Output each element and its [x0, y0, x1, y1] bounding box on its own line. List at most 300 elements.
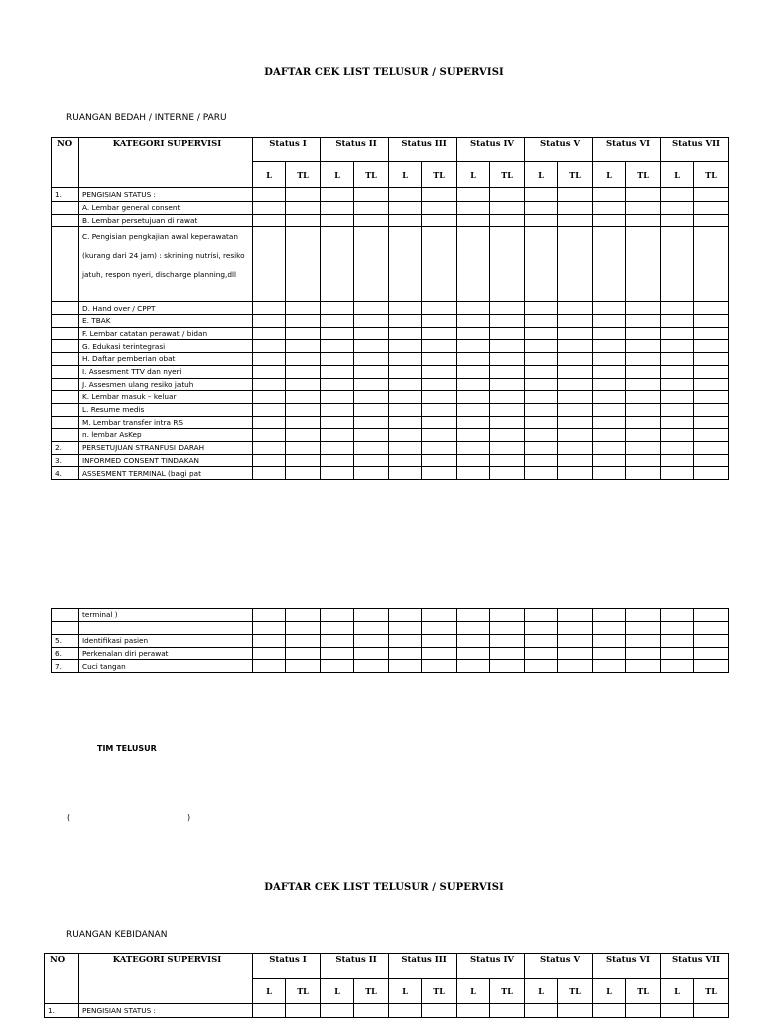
check-cell [253, 202, 286, 215]
row-label: PERSETUJUAN STRANFUSI DARAH [79, 441, 253, 454]
check-cell [626, 202, 661, 215]
check-cell [389, 378, 422, 391]
check-cell [525, 454, 558, 467]
check-cell [558, 315, 593, 328]
check-cell [286, 609, 321, 622]
check-cell [694, 416, 729, 429]
check-cell [694, 365, 729, 378]
check-cell [558, 188, 593, 202]
check-cell [422, 227, 457, 302]
check-cell [694, 353, 729, 366]
check-cell [354, 429, 389, 442]
check-cell [558, 214, 593, 227]
check-cell [490, 403, 525, 416]
check-cell [389, 403, 422, 416]
check-cell [286, 365, 321, 378]
check-cell [354, 315, 389, 328]
check-cell [593, 315, 626, 328]
check-cell [321, 429, 354, 442]
check-cell [354, 454, 389, 467]
check-cell [593, 403, 626, 416]
check-cell [354, 1004, 389, 1018]
check-cell [661, 635, 694, 648]
check-cell [626, 315, 661, 328]
check-cell [389, 660, 422, 673]
row-label: B. Lembar persetujuan di rawat [79, 214, 253, 227]
row-number [52, 391, 79, 404]
check-cell [354, 660, 389, 673]
check-cell [457, 391, 490, 404]
check-cell [422, 429, 457, 442]
check-cell [626, 391, 661, 404]
check-cell [457, 327, 490, 340]
check-cell [389, 340, 422, 353]
check-cell [457, 214, 490, 227]
check-cell [354, 647, 389, 660]
check-cell [661, 365, 694, 378]
check-cell [558, 353, 593, 366]
check-cell [321, 660, 354, 673]
check-cell [253, 429, 286, 442]
check-cell [422, 635, 457, 648]
check-cell [389, 416, 422, 429]
check-cell [253, 227, 286, 302]
check-cell [253, 467, 286, 480]
check-cell [626, 227, 661, 302]
check-cell [593, 340, 626, 353]
row-label: PENGISIAN STATUS : [79, 1004, 253, 1018]
check-cell [558, 378, 593, 391]
check-cell [321, 340, 354, 353]
row-number [52, 327, 79, 340]
check-cell [321, 622, 354, 635]
check-cell [525, 429, 558, 442]
check-cell [694, 403, 729, 416]
check-cell [558, 302, 593, 315]
check-cell [389, 635, 422, 648]
check-cell [354, 378, 389, 391]
check-cell [525, 378, 558, 391]
table-row [52, 202, 729, 215]
check-cell [626, 340, 661, 353]
check-cell [457, 403, 490, 416]
row-label: E. TBAK [79, 315, 253, 328]
check-cell [354, 622, 389, 635]
table-row [52, 467, 729, 480]
l-header: L [389, 979, 422, 1004]
check-cell [389, 454, 422, 467]
check-cell [422, 353, 457, 366]
check-cell [558, 454, 593, 467]
check-cell [661, 454, 694, 467]
check-cell [422, 391, 457, 404]
check-cell [490, 635, 525, 648]
status-header: Status III [389, 138, 457, 162]
check-cell [525, 188, 558, 202]
l-header: L [593, 162, 626, 188]
check-cell [286, 340, 321, 353]
check-cell [558, 441, 593, 454]
tl-header: TL [354, 162, 389, 188]
check-cell [593, 327, 626, 340]
check-cell [321, 214, 354, 227]
check-cell [389, 365, 422, 378]
check-cell [525, 660, 558, 673]
check-cell [593, 353, 626, 366]
signature-open-paren: ( [67, 813, 71, 822]
category-header: KATEGORI SUPERVISI [79, 138, 253, 188]
check-cell [389, 391, 422, 404]
check-cell [694, 454, 729, 467]
row-number [52, 214, 79, 227]
check-cell [525, 467, 558, 480]
check-cell [694, 429, 729, 442]
table-row [52, 214, 729, 227]
row-label: Cuci tangan [79, 660, 253, 673]
row-number [52, 315, 79, 328]
table-row [52, 340, 729, 353]
status-header: Status V [525, 954, 593, 979]
check-cell [626, 353, 661, 366]
check-cell [354, 635, 389, 648]
check-cell [593, 214, 626, 227]
check-cell [661, 214, 694, 227]
check-cell [661, 467, 694, 480]
check-cell [457, 353, 490, 366]
check-cell [593, 467, 626, 480]
check-cell [626, 302, 661, 315]
check-cell [422, 609, 457, 622]
status-header: Status II [321, 954, 389, 979]
row-number [52, 378, 79, 391]
check-cell [457, 467, 490, 480]
check-cell [626, 365, 661, 378]
l-header: L [525, 162, 558, 188]
check-cell [286, 188, 321, 202]
row-number: 1. [45, 1004, 79, 1018]
l-header: L [457, 162, 490, 188]
check-cell [286, 214, 321, 227]
status-header: Status IV [457, 138, 525, 162]
row-label: H. Daftar pemberian obat [79, 353, 253, 366]
check-cell [593, 188, 626, 202]
check-cell [253, 214, 286, 227]
check-cell [593, 202, 626, 215]
check-cell [286, 441, 321, 454]
check-cell [389, 647, 422, 660]
check-cell [286, 416, 321, 429]
no-header: NO [52, 138, 79, 188]
check-cell [286, 429, 321, 442]
team-label: TIM TELUSUR [97, 744, 157, 753]
check-cell [253, 647, 286, 660]
check-cell [558, 227, 593, 302]
check-cell [457, 1004, 490, 1018]
check-cell [626, 1004, 661, 1018]
status-header: Status VII [661, 138, 729, 162]
check-cell [694, 1004, 729, 1018]
check-cell [593, 441, 626, 454]
check-cell [661, 441, 694, 454]
check-cell [253, 660, 286, 673]
row-number [52, 202, 79, 215]
check-cell [422, 214, 457, 227]
checklist-table-2 [44, 953, 729, 1018]
check-cell [253, 441, 286, 454]
l-header: L [253, 162, 286, 188]
check-cell [593, 378, 626, 391]
check-cell [661, 327, 694, 340]
check-cell [321, 227, 354, 302]
tl-header: TL [286, 162, 321, 188]
check-cell [422, 340, 457, 353]
category-header: KATEGORI SUPERVISI [79, 954, 253, 1004]
check-cell [389, 1004, 422, 1018]
check-cell [354, 391, 389, 404]
check-cell [286, 353, 321, 366]
status-header: Status VI [593, 954, 661, 979]
row-label: A. Lembar general consent [79, 202, 253, 215]
check-cell [593, 660, 626, 673]
status-header: Status V [525, 138, 593, 162]
check-cell [253, 340, 286, 353]
status-header: Status VI [593, 138, 661, 162]
check-cell [593, 647, 626, 660]
check-cell [626, 454, 661, 467]
check-cell [626, 635, 661, 648]
check-cell [422, 660, 457, 673]
l-header: L [321, 979, 354, 1004]
check-cell [321, 441, 354, 454]
check-cell [354, 188, 389, 202]
check-cell [422, 454, 457, 467]
table-row [52, 327, 729, 340]
check-cell [389, 609, 422, 622]
check-cell [525, 214, 558, 227]
check-cell [525, 302, 558, 315]
check-cell [490, 315, 525, 328]
check-cell [321, 454, 354, 467]
table-row [52, 660, 729, 673]
check-cell [253, 365, 286, 378]
check-cell [457, 609, 490, 622]
check-cell [490, 416, 525, 429]
check-cell [422, 378, 457, 391]
check-cell [422, 467, 457, 480]
check-cell [490, 227, 525, 302]
check-cell [354, 609, 389, 622]
check-cell [253, 188, 286, 202]
table-row [52, 416, 729, 429]
check-cell [422, 327, 457, 340]
check-cell [490, 214, 525, 227]
check-cell [389, 429, 422, 442]
row-number [52, 227, 79, 302]
check-cell [626, 378, 661, 391]
check-cell [389, 622, 422, 635]
table-row [52, 365, 729, 378]
check-cell [422, 647, 457, 660]
room-label-2: RUANGAN KEBIDANAN [66, 930, 168, 940]
check-cell [525, 391, 558, 404]
check-cell [558, 340, 593, 353]
check-cell [694, 340, 729, 353]
l-header: L [661, 162, 694, 188]
check-cell [558, 635, 593, 648]
table-row [52, 302, 729, 315]
check-cell [457, 429, 490, 442]
table-row [52, 635, 729, 648]
row-number [52, 609, 79, 622]
check-cell [286, 403, 321, 416]
check-cell [321, 353, 354, 366]
check-cell [253, 609, 286, 622]
check-cell [558, 1004, 593, 1018]
check-cell [321, 1004, 354, 1018]
check-cell [354, 403, 389, 416]
check-cell [593, 1004, 626, 1018]
check-cell [525, 609, 558, 622]
check-cell [490, 202, 525, 215]
check-cell [253, 622, 286, 635]
check-cell [661, 202, 694, 215]
table-row [52, 609, 729, 622]
row-number [52, 365, 79, 378]
check-cell [626, 214, 661, 227]
check-cell [593, 391, 626, 404]
check-cell [457, 378, 490, 391]
check-cell [457, 202, 490, 215]
check-cell [626, 188, 661, 202]
check-cell [389, 302, 422, 315]
row-label: PENGISIAN STATUS : [79, 188, 253, 202]
check-cell [626, 416, 661, 429]
check-cell [525, 327, 558, 340]
table-row [52, 622, 729, 635]
check-cell [694, 302, 729, 315]
check-cell [626, 327, 661, 340]
check-cell [457, 635, 490, 648]
check-cell [321, 391, 354, 404]
check-cell [593, 416, 626, 429]
check-cell [422, 202, 457, 215]
check-cell [525, 340, 558, 353]
row-number [52, 340, 79, 353]
check-cell [694, 391, 729, 404]
check-cell [626, 660, 661, 673]
check-cell [422, 441, 457, 454]
check-cell [253, 302, 286, 315]
check-cell [286, 467, 321, 480]
row-label: terminal ) [79, 609, 253, 622]
check-cell [457, 660, 490, 673]
check-cell [457, 302, 490, 315]
check-cell [321, 327, 354, 340]
check-cell [694, 188, 729, 202]
check-cell [422, 416, 457, 429]
check-cell [661, 391, 694, 404]
check-cell [457, 454, 490, 467]
check-cell [661, 378, 694, 391]
check-cell [694, 202, 729, 215]
check-cell [626, 403, 661, 416]
check-cell [694, 647, 729, 660]
check-cell [490, 622, 525, 635]
check-cell [389, 227, 422, 302]
check-cell [694, 622, 729, 635]
tl-header: TL [422, 979, 457, 1004]
check-cell [626, 647, 661, 660]
check-cell [286, 391, 321, 404]
header-row [45, 954, 729, 979]
check-cell [525, 1004, 558, 1018]
check-cell [525, 416, 558, 429]
row-label [79, 622, 253, 635]
check-cell [694, 214, 729, 227]
check-cell [593, 622, 626, 635]
page-title: DAFTAR CEK LIST TELUSUR / SUPERVISI [264, 67, 504, 78]
check-cell [558, 660, 593, 673]
table-row [52, 188, 729, 202]
tl-header: TL [490, 162, 525, 188]
row-number: 2. [52, 441, 79, 454]
check-cell [593, 635, 626, 648]
check-cell [558, 365, 593, 378]
tl-header: TL [626, 162, 661, 188]
tl-header: TL [626, 979, 661, 1004]
check-cell [694, 660, 729, 673]
check-cell [389, 441, 422, 454]
check-cell [490, 1004, 525, 1018]
check-cell [422, 365, 457, 378]
check-cell [457, 227, 490, 302]
check-cell [694, 315, 729, 328]
check-cell [354, 467, 389, 480]
check-cell [253, 454, 286, 467]
checklist-table-continued [51, 608, 729, 673]
check-cell [457, 188, 490, 202]
check-cell [321, 467, 354, 480]
check-cell [422, 315, 457, 328]
check-cell [286, 327, 321, 340]
check-cell [490, 391, 525, 404]
check-cell [286, 622, 321, 635]
check-cell [525, 635, 558, 648]
check-cell [286, 315, 321, 328]
tl-header: TL [694, 162, 729, 188]
checklist-table [51, 137, 729, 480]
check-cell [525, 315, 558, 328]
check-cell [354, 227, 389, 302]
table-row [45, 1004, 729, 1018]
row-number: 4. [52, 467, 79, 480]
status-header: Status I [253, 138, 321, 162]
check-cell [321, 315, 354, 328]
check-cell [422, 622, 457, 635]
check-cell [354, 365, 389, 378]
check-cell [694, 327, 729, 340]
row-label: C. Pengisian pengkajian awal keperawatan (kurang dari 24 jam) : skrining nutrisi, resiko jatuh, respon nyeri, discharge planning,dll [79, 227, 253, 302]
check-cell [253, 416, 286, 429]
check-cell [558, 622, 593, 635]
check-cell [389, 327, 422, 340]
check-cell [694, 378, 729, 391]
check-cell [694, 227, 729, 302]
check-cell [490, 441, 525, 454]
check-cell [457, 315, 490, 328]
check-cell [321, 403, 354, 416]
check-cell [593, 227, 626, 302]
